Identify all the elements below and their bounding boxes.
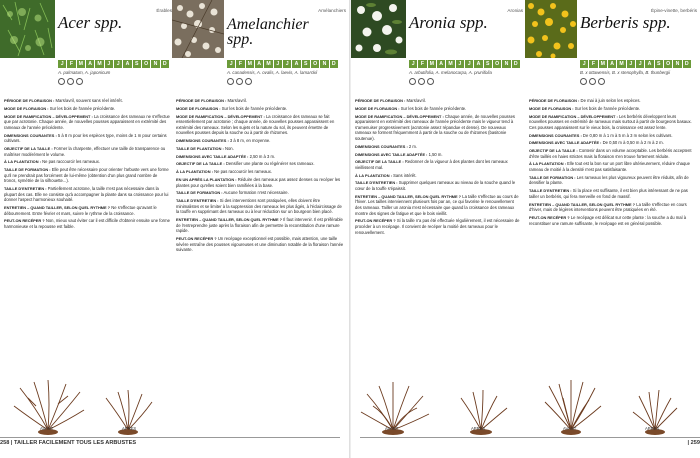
paragraph-label: MODE DE FLORAISON : [355, 105, 400, 111]
flowering-months-bar [58, 60, 170, 68]
paragraph-label: EN UN APRÈS LA PLANTATION : [176, 177, 237, 183]
description-paragraph [529, 202, 695, 213]
paragraph-text: Sur les bois de l'année précédente. [574, 105, 641, 111]
month-cell: A [86, 60, 95, 68]
sun-icon [580, 78, 587, 85]
sun-icon [58, 78, 65, 85]
description-paragraph [355, 218, 521, 235]
description-paragraph [529, 140, 695, 146]
acer-photo [0, 0, 55, 58]
paragraph-label: TAILLE DE FORMATION : [529, 174, 576, 180]
running-title: TAILLER FACILEMENT TOUS LES ARBUSTES [14, 440, 137, 446]
paragraph-text: La croissance des rameaux ne s'effectue que par acrotonie. Chaque année, de nouvelles pousses apparaissent en extrémité des rameaux de l'année précédente. [4, 113, 170, 130]
paragraph-text: 5 à 8 m pour les espèces type, moins de 1 m pour certains cultivars. [4, 132, 167, 144]
plant-description [4, 98, 170, 232]
paragraph-label: PÉRIODE DE FLORAISON : [4, 98, 55, 103]
paragraph-text: Redonner de la vigueur à des plantes dont les rameaux vieillissent mal. [355, 159, 508, 170]
description-paragraph [176, 217, 344, 234]
species-name: Aronia spp. [409, 13, 488, 32]
pruning-illustration [6, 378, 170, 438]
paragraph-label: MODE DE FLORAISON : [176, 105, 221, 111]
caption-before: AVANT [563, 426, 577, 431]
description-paragraph [355, 180, 521, 191]
paragraph-text: Sur les bois de l'année précédente. [221, 105, 288, 111]
paragraph-text: Le recépage est délicat sur cette plante : la souche a du mal à reconstituer une ramure suffisante, le recépage est en général possible. [529, 214, 687, 226]
description-paragraph [355, 173, 521, 179]
pictogram-row [227, 78, 252, 85]
paragraph-text: 3 à 8 m, en moyenne. [229, 138, 271, 144]
month-cell: M [446, 60, 455, 68]
hardiness-icon [427, 78, 434, 85]
paragraph-text: Non. [224, 145, 234, 151]
description-paragraph [529, 106, 695, 112]
month-cell: M [246, 60, 255, 68]
soil-icon [418, 78, 425, 85]
pruning-illustration [531, 378, 695, 438]
plant-header [525, 0, 700, 58]
paragraph-label: TAILLE DE FORMATION : [4, 167, 51, 173]
paragraph-text: De 0,80 m à 1 m à 5 m à 3 m selon les cultivars. [582, 132, 673, 138]
paragraph-text: Ne s'effectue qu'avant le débourrement. Entre février et mars, suivre le rythme de la croissance. [4, 205, 157, 216]
description-paragraph [176, 161, 344, 167]
hardiness-icon [76, 78, 83, 85]
paragraph-label: DIMENSIONS AVEC TAILLE ADAPTÉE : [529, 140, 602, 146]
paragraph-text: Ne pas raccourcir les rameaux. [42, 159, 101, 165]
caption-after: APRÈS [122, 426, 137, 431]
month-cell: F [67, 60, 76, 68]
paragraph-text: Si la place est suffisante, il est bien plus intéressant de ne pas tailler un berbéris, qui fera merveille en fond de massif. [529, 188, 688, 199]
description-paragraph [355, 98, 521, 104]
description-paragraph [355, 106, 521, 112]
footer-separator: | [10, 440, 15, 446]
species-name: Berberis spp. [580, 13, 671, 32]
paragraph-label: OBJECTIF DE LA TAILLE : [529, 148, 578, 154]
month-cell: J [465, 60, 474, 68]
amelanchier-photo [172, 0, 224, 58]
title-block [580, 0, 697, 58]
paragraph-label: TAILLE D'ENTRETIEN : [4, 186, 47, 192]
paragraph-text: Un recépage exceptionnel est possible, mais attention, une taille sévère entraîne des pousses vigoureuses et une diminution notable de la floraison l'année suivante. [176, 236, 344, 253]
plant-card-berberis [525, 0, 700, 458]
paragraph-label: MODE DE RAMIFICATION – DÉVELOPPEMENT : [529, 113, 618, 119]
month-cell: F [589, 60, 598, 68]
description-paragraph [4, 186, 170, 203]
page-number-left: 258 [0, 440, 10, 446]
month-cell: J [58, 60, 67, 68]
caption-after: APRÈS [471, 426, 486, 431]
description-paragraph [176, 198, 344, 215]
paragraph-label: TAILLE DE PLANTATION : [176, 145, 224, 151]
month-cell: A [292, 60, 301, 68]
paragraph-text: Mars/avril. [227, 98, 247, 103]
flowering-months-bar [409, 60, 521, 68]
caption-before: AVANT [385, 426, 399, 431]
species-name [227, 17, 307, 47]
description-paragraph [4, 133, 170, 144]
description-paragraph [176, 98, 344, 104]
month-cell: A [608, 60, 617, 68]
month-cell: J [114, 60, 123, 68]
hardiness-icon [245, 78, 252, 85]
paragraph-label: MODE DE FLORAISON : [529, 105, 574, 111]
shrub-before-drawing [545, 380, 601, 430]
paragraph-text: Les berbéris développent leurs nouvelles pousses en extrémité de rameaux mais surtout à partir de bourgeons basaux. Ces pousses apparaissent sur le vieux bois, la croissance est assez lente. [529, 113, 692, 130]
paragraph-text: Contenir dans un volume acceptable. Les berbéris acceptent d'être taillés en haies strictes mais la floraison s'en trouve fortement réduite. [529, 148, 692, 159]
plant-card-amelanchier [172, 0, 349, 458]
month-cell: S [655, 60, 664, 68]
soil-icon [67, 78, 74, 85]
paragraph-text: Partiellement acrotone, la taille n'est pas nécessaire dans la plupart des cas. Elle ne consiste qu'à accompagner la plante dans sa croissance pour lui donner l'aspect harmonieux souhaité. [4, 186, 169, 203]
description-paragraph [4, 146, 170, 157]
title-block [58, 0, 172, 58]
description-paragraph [4, 167, 170, 184]
month-cell: J [636, 60, 645, 68]
description-paragraph [4, 98, 170, 104]
description-paragraph [529, 98, 695, 104]
paragraph-label: ENTRETIEN – QUAND TAILLER, SELON QUEL RYTHME ? [355, 193, 462, 199]
paragraph-label: DIMENSIONS AVEC TAILLE ADAPTÉE : [176, 153, 249, 159]
paragraph-label: TAILLE D'ENTRETIEN : [529, 188, 572, 194]
paragraph-label: ENTRETIEN – QUAND TAILLER, SELON QUEL RYTHME ? [529, 201, 636, 207]
month-cell: D [683, 60, 692, 68]
plant-card-acer [0, 0, 175, 458]
pruning-illustration [357, 378, 521, 438]
month-cell: N [320, 60, 329, 68]
month-cell: J [105, 60, 114, 68]
page-number-right: 259 [690, 440, 700, 446]
description-paragraph [4, 159, 170, 165]
paragraph-text: Si la taille n'a pas été effectuée régulièrement, il est nécessaire de procéder à un recépage. Il convient de recéper la moitié des rameaux pour le renouvellement. [355, 218, 520, 235]
sun-icon [409, 78, 416, 85]
paragraph-label: PEUT-ON RECÉPER ? [4, 218, 45, 224]
description-paragraph [355, 194, 521, 216]
month-cell: S [133, 60, 142, 68]
paragraph-label: À LA PLANTATION : [176, 169, 213, 175]
paragraph-label: OBJECTIF DE LA TAILLE : [355, 159, 404, 165]
plant-card-aronia [351, 0, 526, 458]
paragraph-label: TAILLE D'ENTRETIEN : [355, 180, 398, 186]
month-cell: D [330, 60, 339, 68]
month-cell: M [428, 60, 437, 68]
month-cell: A [474, 60, 483, 68]
month-cell: A [255, 60, 264, 68]
paragraph-label: DIMENSIONS COURANTES : [4, 132, 57, 138]
sun-icon [227, 78, 234, 85]
shrub-after-drawing [106, 390, 152, 430]
paragraph-label: MODE DE RAMIFICATION – DÉVELOPPEMENT : [4, 113, 93, 119]
shrub-before-drawing [14, 380, 84, 430]
description-paragraph [176, 106, 344, 112]
paragraph-label: MODE DE RAMIFICATION – DÉVELOPPEMENT : [176, 113, 265, 119]
caption-before: AVANT [40, 426, 54, 431]
month-cell: M [617, 60, 626, 68]
description-paragraph [529, 188, 695, 199]
species-subtitle: A. arbutifolia, A. melanocarpa, A. prunifolia [409, 70, 492, 75]
month-cell: N [502, 60, 511, 68]
plant-description [355, 98, 521, 237]
paragraph-label: DIMENSIONS AVEC TAILLE ADAPTÉE : [355, 151, 428, 157]
month-cell: O [664, 60, 673, 68]
month-cell: M [77, 60, 86, 68]
paragraph-label: PÉRIODE DE FLORAISON : [176, 98, 227, 103]
description-paragraph [355, 114, 521, 142]
paragraph-label: PÉRIODE DE FLORAISON : [529, 98, 580, 103]
paragraph-label: OBJECTIF DE LA TAILLE : [176, 161, 225, 167]
paragraph-label: PEUT-ON RECÉPER ? [176, 236, 217, 242]
month-cell: A [437, 60, 446, 68]
month-cell: O [311, 60, 320, 68]
soil-icon [589, 78, 596, 85]
paragraph-label: OBJECTIF DE LA TAILLE : [4, 145, 53, 151]
species-name-text: Amelanchier spp. [227, 16, 309, 48]
paragraph-label: DIMENSIONS COURANTES : [176, 138, 229, 144]
paragraph-text: Mars/avril, souvent sans réel intérêt. [55, 98, 123, 103]
month-cell: M [264, 60, 273, 68]
title-block [409, 0, 523, 58]
hardiness-icon [598, 78, 605, 85]
description-paragraph [176, 177, 344, 188]
paragraph-text: Former la charpente, effectuer une taille de transparence ou maîtriser modérément le volume. [4, 145, 166, 157]
month-cell: A [123, 60, 132, 68]
paragraph-label: TAILLE D'ENTRETIEN : [176, 198, 219, 204]
description-paragraph [176, 169, 344, 175]
shrub-after-drawing [633, 390, 677, 430]
berberis-photo [525, 0, 577, 58]
species-subtitle: A. palmatum, A. japonicum [58, 70, 111, 75]
month-cell: O [493, 60, 502, 68]
description-paragraph [355, 152, 521, 158]
plant-description [529, 98, 695, 228]
footer-right [688, 440, 700, 446]
paragraph-text: De mai à juin selon les espèces. [580, 98, 641, 103]
paragraph-text: 2,50 m à 3 m. [249, 153, 276, 159]
month-cell: J [627, 60, 636, 68]
soil-icon [236, 78, 243, 85]
paragraph-label: PÉRIODE DE FLORAISON : [355, 98, 406, 103]
title-block [227, 0, 346, 58]
species-name: Acer spp. [58, 13, 123, 32]
paragraph-label: ENTRETIEN – QUAND TAILLER, SELON QUEL RYTHME ? [4, 205, 111, 210]
description-paragraph [4, 218, 170, 229]
description-paragraph [176, 236, 344, 253]
flowering-months-bar [580, 60, 692, 68]
footer-left [0, 440, 136, 446]
description-paragraph [529, 148, 695, 159]
description-paragraph [529, 175, 695, 186]
description-paragraph [355, 144, 521, 150]
month-cell: S [302, 60, 311, 68]
footer-rule-right [360, 437, 700, 438]
aronia-photo [351, 0, 406, 58]
flowering-months-bar [227, 60, 339, 68]
paragraph-text: Chaque année, de nouvelles pousses apparaissent en extrémité des rameaux de l'année précédente mais le vigueur tend à s'amenuiser progressivement (acrotonie assez répandue et dense). De nouveaux rameaux se forment fréquemment à partir de la souche ou de rhizomes (basitonie soutenue). [355, 113, 516, 141]
paragraph-text: Si des interventions sont pratiquées, elles doivent être minimalistes et se limiter à la suppression des rameaux les plus âgés, à l'éclaircissage de la touffe en supprimant des rameaux ou à leur réduction sur un bourgeon bien placé. [176, 198, 342, 215]
description-paragraph [176, 146, 344, 152]
pictogram-row [409, 78, 434, 85]
paragraph-text: La croissance des rameaux se fait essentiellement par acrotonie ; chaque année, de nouvelles pousses apparaissent en extrémité des rameaux. Selon les sujets et la nature du sol, ils peuvent émettre de nouvelles pousses depuis la souche ou à partir de rhizomes. [176, 113, 335, 136]
paragraph-text: Non, mieux vaut éviter car il est difficile d'obtenir ensuite une forme harmonieuse et la repousse est faible. [4, 218, 170, 229]
paragraph-text: Aucune formation n'est nécessaire. [223, 190, 289, 196]
month-cell: A [645, 60, 654, 68]
plant-category: Amélanchiers [318, 8, 346, 13]
plant-category: Érables [156, 8, 172, 13]
paragraph-text: La taille s'effectue au cours de l'hiver. Les tailles interviennent plusieurs fois par an, ce qui favorise le renouvellement des rameaux. Tailler un aronia n'est nécessaire que quand la croissance des rameaux montre des signes de fatigue et que le bois vieillit. [355, 193, 519, 216]
month-cell: J [274, 60, 283, 68]
description-paragraph [176, 154, 344, 160]
paragraph-label: MODE DE RAMIFICATION – DÉVELOPPEMENT : [355, 113, 444, 119]
paragraph-label: À LA PLANTATION : [4, 159, 41, 165]
paragraph-label: DIMENSIONS COURANTES : [355, 143, 408, 149]
month-cell: J [283, 60, 292, 68]
paragraph-text: Sur les bois de l'année précédente. [49, 105, 116, 111]
caption-after: APRÈS [645, 426, 660, 431]
description-paragraph [4, 114, 170, 131]
paragraph-label: DIMENSIONS COURANTES : [529, 132, 582, 138]
month-cell: J [580, 60, 589, 68]
paragraph-text: 2 m. [408, 143, 418, 149]
description-paragraph [176, 114, 344, 136]
paragraph-text: De 0,50 m à 0,50 m à 2 m à 2 m. [602, 140, 664, 146]
description-paragraph [176, 138, 344, 144]
pictogram-row [58, 78, 83, 85]
description-paragraph [176, 190, 344, 196]
plant-category: Épine-vinette, berbéris [651, 8, 697, 13]
paragraph-text: Densifier une plante ou régénérer ses rameaux. [225, 161, 315, 167]
footer-rule-left [0, 437, 340, 438]
description-paragraph [355, 159, 521, 170]
description-paragraph [529, 133, 695, 139]
month-cell: J [456, 60, 465, 68]
description-paragraph [529, 215, 695, 226]
paragraph-label: MODE DE FLORAISON : [4, 105, 49, 111]
month-cell: F [418, 60, 427, 68]
description-paragraph [4, 106, 170, 112]
month-cell: D [512, 60, 521, 68]
month-cell: D [161, 60, 170, 68]
month-cell: N [673, 60, 682, 68]
paragraph-text: La taille s'effectue en cours d'hiver, mais de légères interventions peuvent être pratiquées en été. [529, 201, 687, 213]
month-cell: M [599, 60, 608, 68]
paragraph-text: Elle tout est la bon sur un port libre ultérieurement, réduire chaque rameau de moitié à la densité n'est pas satisfaisante. [529, 161, 690, 173]
paragraph-label: ENTRETIEN – QUAND TAILLER, SELON QUEL RYTHME ? [176, 217, 283, 223]
shrub-after-drawing [461, 390, 507, 430]
paragraph-text: Les rameaux les plus vigoureux peuvent être réduits, afin de densifier la plante. [529, 174, 689, 186]
month-cell: S [484, 60, 493, 68]
footer-separator: | [687, 440, 691, 446]
month-cell: N [151, 60, 160, 68]
paragraph-text: Elle peut être nécessaire pour orienter l'arbuste vers une forme qu'il ne prendrait pas forcément de lui-même (obtention d'un plus grand nombre de troncs, symétrie de la silhouette...). [4, 167, 169, 184]
month-cell: J [227, 60, 236, 68]
paragraph-text: Réduire des rameaux pas assez denses ou recéper les plantes pour qu'elles soient bien ramifiées à la base. [176, 177, 341, 188]
paragraph-text: 1,50 m. [428, 151, 443, 157]
month-cell: J [409, 60, 418, 68]
species-subtitle: A. canadensis, A. ovalis, A. laevis, A. lamarckii [227, 70, 318, 75]
paragraph-text: Sans intérêt. [393, 172, 417, 178]
description-paragraph [529, 114, 695, 131]
paragraph-text: Sur les bois de l'année précédente. [400, 105, 467, 111]
description-paragraph [4, 205, 170, 216]
paragraph-label: TAILLE DE FORMATION : [176, 190, 223, 196]
plant-header [172, 0, 349, 58]
species-subtitle: B. x ottawensis, B. x stenophylla, B. thunbergii [580, 70, 671, 75]
paragraph-text: Il faut intervenir. Il est préférable de l'entreprendre juste après la floraison afin de permettre la reconstitution d'une ramure rapide. [176, 217, 343, 234]
paragraph-label: À LA PLANTATION : [355, 172, 392, 178]
month-cell: F [236, 60, 245, 68]
pictogram-row [580, 78, 605, 85]
plant-category: Aronias [507, 8, 523, 13]
month-cell: M [95, 60, 104, 68]
plant-description [176, 98, 344, 255]
shrub-before-drawing [361, 382, 429, 430]
paragraph-text: Mars/avril. [406, 98, 426, 103]
plant-header [351, 0, 526, 58]
paragraph-label: PEUT-ON RECÉPER ? [355, 218, 396, 224]
paragraph-text: Ne pas raccourcir les rameaux. [214, 169, 273, 175]
description-paragraph [529, 161, 695, 172]
plant-header [0, 0, 175, 58]
paragraph-label: À LA PLANTATION : [529, 161, 566, 167]
paragraph-text: Supprimer quelques rameaux au niveau de la souche quand le cœur de la touffe s'épaissit. [355, 180, 516, 192]
paragraph-label: PEUT-ON RECÉPER ? [529, 214, 570, 220]
month-cell: O [142, 60, 151, 68]
